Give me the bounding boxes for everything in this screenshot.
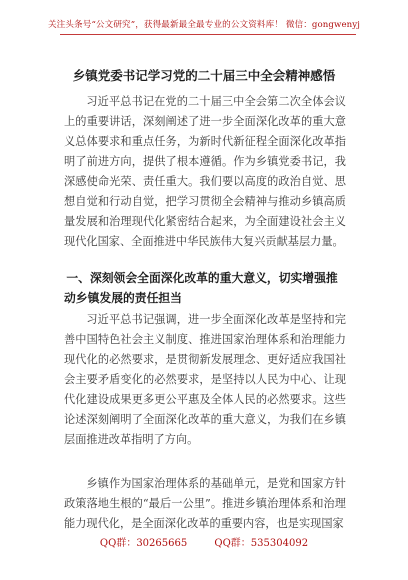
paragraph-significance: 习近平总书记强调，进一步全面深化改革是坚持和完善中国特色社会主义制度、推进国家治理体系和治理能力现代化的必然要求，是贯彻新发展理念、更好适应我国社会主要矛盾变化的必然要求，是坚持以人民为中心、让现代化建设成果更多更公平惠及全体人民的必然要求。这些论述深刻阐明了全面深化改革的重大意义，为我们在乡镇层面推进改革指明了方向。 [64,313,346,446]
paragraph-intro: 习近平总书记在党的二十届三中全会第二次全体会议上的重要讲话，深刻阐述了进一步全面深化改革的重大意义总体要求和重点任务，为新时代新征程全面深化改革指明了前进方向，提供了根本遵循。作为乡镇党委书记，我深感使命光荣、责任重大。我们要以高度的政治自觉、思想自觉和行动自觉，把学习贯彻全会精神与推动乡镇高质量发展和治理现代化紧密结合起来，为全面建设社会主义现代化国家、全面推进中华民族伟大复兴贡献基层力量。 [64,95,346,248]
section-heading-1: 一、深刻领会全面深化改革的重大意义，切实增强推动乡镇发展的责任担当 [64,271,338,305]
header-banner: 关注头条号“公文研究”，获得最新最全最专业的公文资料库！ 微信：gongwenyj [47,20,361,30]
qq-group-2: QQ群：535304092 [214,538,309,549]
document-title: 乡镇党委书记学习党的二十届三中全会精神感悟 [72,68,336,83]
footer-contact [0,534,408,549]
qq-group-1: QQ群：30265665 [99,538,188,549]
paragraph-township-role: 乡镇作为国家治理体系的基础单元，是党和国家方针政策落地生根的“最后一公里”。推进乡镇治理体系和治理能力现代化，是全面深化改革的重要内容，也是实现国家 [64,477,346,530]
header-divider [60,34,356,35]
